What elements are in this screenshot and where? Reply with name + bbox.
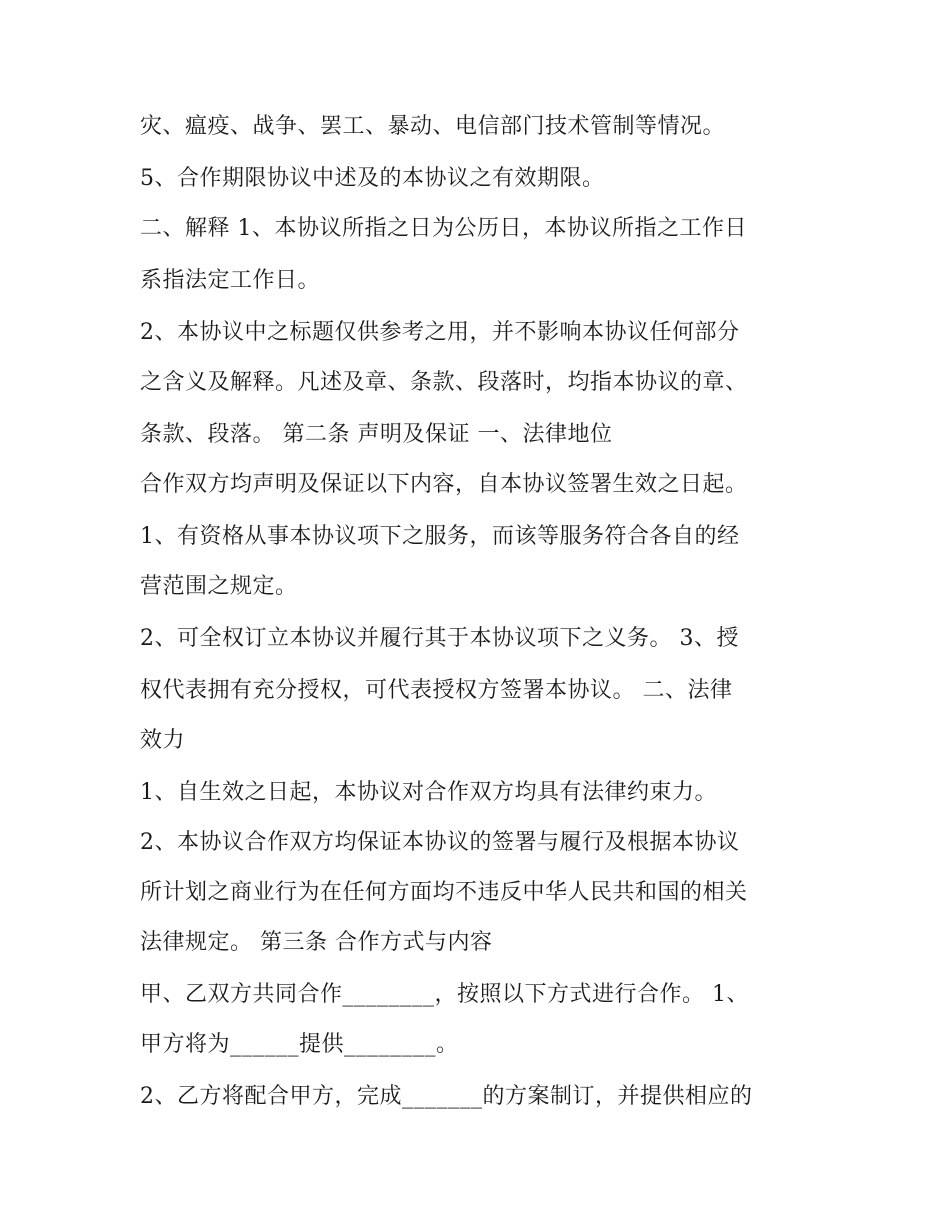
text-line: 所计划之商业行为在任何方面均不违反中华人民共和国的相关 [140, 880, 748, 905]
text-line: 2、本协议合作双方均保证本协议的签署与履行及根据本协议 [140, 830, 740, 855]
text-line: 法律规定。 第三条 合作方式与内容 [140, 930, 493, 955]
text-line: 条款、段落。 第二条 声明及保证 一、法律地位 [140, 422, 613, 447]
text-line: 2、本协议中之标题仅供参考之用，并不影响本协议任何部分 [140, 320, 740, 345]
text-line: 甲、乙双方共同合作________，按照以下方式进行合作。 1、 [140, 982, 749, 1007]
text-line: 2、乙方将配合甲方，完成_______的方案制订，并提供相应的 [140, 1084, 753, 1109]
text-line: 权代表拥有充分授权，可代表授权方签署本协议。 二、法律 [140, 678, 733, 703]
text-line: 1、有资格从事本协议项下之服务，而该等服务符合各自的经 [140, 524, 740, 549]
text-line: 甲方将为______提供________。 [140, 1032, 459, 1057]
text-line: 合作双方均声明及保证以下内容，自本协议签署生效之日起。 [140, 472, 748, 497]
text-line: 系指法定工作日。 [140, 268, 321, 293]
text-line: 营范围之规定。 [140, 574, 298, 599]
text-line: 灾、瘟疫、战争、罢工、暴动、电信部门技术管制等情况。 [140, 114, 726, 139]
text-line: 之含义及解释。凡述及章、条款、段落时，均指本协议的章、 [140, 370, 748, 395]
text-line: 1、自生效之日起，本协议对合作双方均具有法律约束力。 [140, 780, 717, 805]
text-line: 2、可全权订立本协议并履行其于本协议项下之义务。 3、授 [140, 626, 739, 651]
text-line: 二、解释 1、本协议所指之日为公历日，本协议所指之工作日 [140, 216, 747, 241]
text-line: 5、合作期限协议中述及的本协议之有效期限。 [140, 166, 605, 191]
text-line: 效力 [140, 728, 186, 753]
